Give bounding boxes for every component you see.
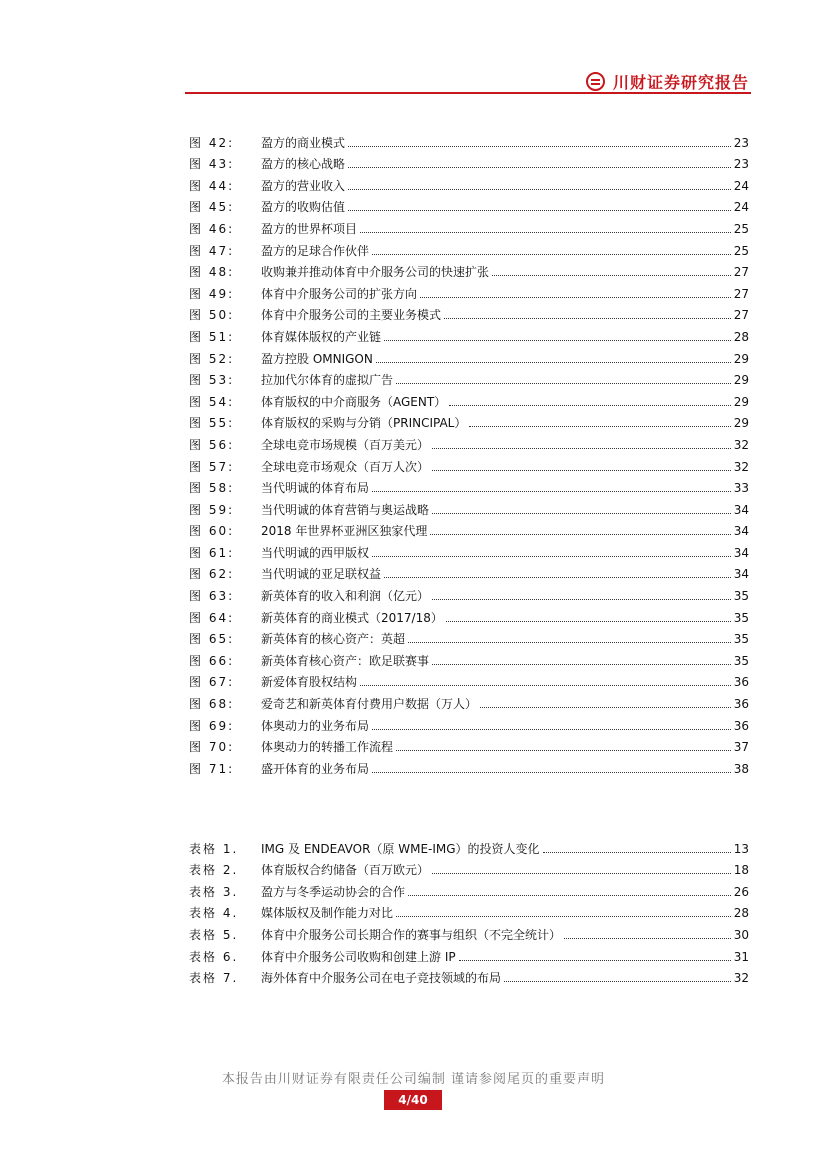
entry-title: 盈方控股 OMNIGON [261,351,373,366]
toc-entry[interactable] [189,834,749,856]
dot-leader [360,232,731,233]
entry-title: 盈方的营业收入 [261,178,346,193]
toc-entry[interactable] [189,877,749,899]
entry-title: 盈方的足球合作伙伴 [261,243,370,258]
entry-title: 体奥动力的业务布局 [261,718,370,733]
entry-title: 盈方的收购估值 [261,200,346,215]
toc-entry[interactable] [189,128,749,150]
dot-leader [432,873,731,874]
entry-page: 24 [733,178,749,193]
entry-page: 24 [733,200,749,215]
dot-leader [492,275,731,276]
toc-entry[interactable] [189,689,749,711]
dot-leader [432,599,731,600]
dot-leader [449,405,731,406]
entry-label: 图 69: [189,718,235,733]
entry-title: 体育中介服务公司的主要业务模式 [261,308,442,323]
entry-page: 30 [733,927,749,942]
dot-leader [384,577,731,578]
header-divider [185,92,751,94]
figure-toc [189,128,749,776]
entry-title: 海外体育中介服务公司在电子竞技领域的布局 [261,971,502,986]
entry-label: 图 49: [189,286,235,301]
entry-label: 表格 4. [189,906,239,921]
entry-title: 盈方的世界杯项目 [261,221,358,236]
entry-title: 体育版权的中介商服务（AGENT） [261,394,447,409]
entry-label: 图 71: [189,761,235,776]
entry-title: 全球电竞市场规模（百万美元） [261,437,430,452]
toc-entry[interactable] [189,150,749,172]
toc-entry[interactable] [189,430,749,452]
toc-entry[interactable] [189,279,749,301]
dot-leader [408,642,731,643]
dot-leader [469,426,730,427]
entry-label: 图 46: [189,221,235,236]
entry-page: 29 [733,416,749,431]
dot-leader [459,960,731,961]
report-header [586,70,749,93]
entry-label: 图 70: [189,740,235,755]
entry-title: 盈方的核心战略 [261,157,346,172]
company-logo-icon [586,72,605,91]
entry-title: 全球电竞市场观众（百万人次） [261,459,430,474]
entry-title: 新英体育的收入和利润（亿元） [261,589,430,604]
dot-leader [376,362,731,363]
entry-page: 29 [733,351,749,366]
toc-entry[interactable] [189,171,749,193]
dot-leader [384,340,731,341]
entry-label: 图 51: [189,329,235,344]
entry-title: 体育中介服务公司的扩张方向 [261,286,418,301]
entry-label: 图 42: [189,135,235,150]
toc-entry[interactable] [189,344,749,366]
entry-label: 图 47: [189,243,235,258]
toc-entry[interactable] [189,856,749,878]
toc-entry[interactable] [189,560,749,582]
toc-entry[interactable] [189,899,749,921]
entry-label: 图 45: [189,200,235,215]
toc-entry[interactable] [189,538,749,560]
toc-entry[interactable] [189,964,749,986]
toc-entry[interactable] [189,646,749,668]
entry-title: 盈方的商业模式 [261,135,346,150]
toc-entry[interactable] [189,301,749,323]
entry-label: 图 63: [189,589,235,604]
entry-page: 23 [733,157,749,172]
entry-label: 图 61: [189,545,235,560]
dot-leader [432,470,731,471]
entry-page: 29 [733,373,749,388]
entry-label: 图 58: [189,481,235,496]
dot-leader [480,707,731,708]
entry-title: 体育媒体版权的产业链 [261,329,382,344]
toc-entry[interactable] [189,711,749,733]
dot-leader [372,254,731,255]
entry-label: 图 57: [189,459,235,474]
entry-title: 新英体育的商业模式（2017/18） [261,610,443,625]
page-number: 4/40 [384,1090,442,1110]
entry-page: 32 [733,971,749,986]
toc-entry[interactable] [189,920,749,942]
toc-entry[interactable] [189,214,749,236]
toc-entry[interactable] [189,387,749,409]
entry-page: 35 [733,610,749,625]
entry-title: 当代明诚的体育布局 [261,481,370,496]
dot-leader [348,146,731,147]
entry-label: 表格 1. [189,841,239,856]
dot-leader [444,318,731,319]
dot-leader [348,189,731,190]
entry-page: 26 [733,884,749,899]
toc-entry[interactable] [189,517,749,539]
toc-entry[interactable] [189,625,749,647]
entry-page: 35 [733,632,749,647]
entry-label: 图 43: [189,157,235,172]
entry-page: 13 [733,841,749,856]
entry-label: 图 53: [189,373,235,388]
entry-title: 媒体版权及制作能力对比 [261,906,394,921]
entry-title: 新爱体育股权结构 [261,675,358,690]
entry-label: 图 66: [189,653,235,668]
table-toc [189,834,749,985]
entry-label: 图 52: [189,351,235,366]
toc-entry[interactable] [189,452,749,474]
entry-label: 图 62: [189,567,235,582]
dot-leader [432,664,731,665]
dot-leader [348,210,731,211]
dot-leader [348,167,731,168]
entry-label: 图 65: [189,632,235,647]
toc-entry[interactable] [189,668,749,690]
toc-entry[interactable] [189,193,749,215]
toc-entry[interactable] [189,258,749,280]
entry-label: 图 44: [189,178,235,193]
entry-page: 31 [733,949,749,964]
entry-page: 27 [733,265,749,280]
dot-leader [420,297,731,298]
entry-page: 36 [733,697,749,712]
entry-label: 图 55: [189,416,235,431]
entry-title: 新英体育的核心资产：英超 [261,632,406,647]
entry-title: 当代明诚的亚足联权益 [261,567,382,582]
entry-label: 图 54: [189,394,235,409]
entry-title: 当代明诚的体育营销与奥运战略 [261,502,430,517]
entry-label: 图 60: [189,524,235,539]
entry-label: 图 67: [189,675,235,690]
entry-title: 体育版权的采购与分销（PRINCIPAL） [261,416,467,431]
entry-label: 表格 3. [189,884,239,899]
entry-page: 36 [733,675,749,690]
dot-leader [446,621,731,622]
entry-label: 表格 6. [189,949,239,964]
toc-entry[interactable] [189,366,749,388]
entry-page: 32 [733,437,749,452]
brand-name: 川财证券研究报告 [612,73,749,92]
toc-entry[interactable] [189,236,749,258]
toc-entry[interactable] [189,942,749,964]
toc-entry[interactable] [189,581,749,603]
dot-leader [543,852,731,853]
entry-page: 27 [733,308,749,323]
entry-title: 新英体育核心资产：欧足联赛事 [261,653,430,668]
entry-title: 盈方与冬季运动协会的合作 [261,884,406,899]
entry-label: 图 48: [189,265,235,280]
entry-title: 爱奇艺和新英体育付费用户数据（万人） [261,697,478,712]
entry-page: 35 [733,589,749,604]
dot-leader [432,448,731,449]
entry-title: 体育中介服务公司收购和创建上游 IP [261,949,456,964]
entry-page: 23 [733,135,749,150]
entry-page: 18 [733,863,749,878]
dot-leader [396,750,731,751]
dot-leader [564,938,731,939]
dot-leader [408,895,731,896]
toc-entry[interactable] [189,495,749,517]
toc-entry[interactable] [189,733,749,755]
dot-leader [430,534,730,535]
entry-page: 28 [733,906,749,921]
dot-leader [360,685,731,686]
dot-leader [372,772,731,773]
entry-page: 28 [733,329,749,344]
toc-entry[interactable] [189,754,749,776]
entry-label: 表格 5. [189,927,239,942]
footer-disclaimer: 本报告由川财证券有限责任公司编制 谨请参阅尾页的重要声明 [221,1072,606,1087]
entry-title: 盛开体育的业务布局 [261,761,370,776]
entry-page: 32 [733,459,749,474]
dot-leader [432,513,731,514]
entry-title: 体奥动力的转播工作流程 [261,740,394,755]
entry-label: 图 56: [189,437,235,452]
dot-leader [372,556,731,557]
entry-page: 37 [733,740,749,755]
entry-page: 34 [733,545,749,560]
entry-title: 拉加代尔体育的虚拟广告 [261,373,394,388]
dot-leader [372,491,731,492]
dot-leader [396,383,731,384]
dot-leader [504,981,731,982]
entry-page: 36 [733,718,749,733]
toc-entry[interactable] [189,322,749,344]
entry-page: 27 [733,286,749,301]
entry-title: IMG 及 ENDEAVOR（原 WME-IMG）的投资人变化 [261,841,540,856]
entry-label: 图 64: [189,610,235,625]
entry-title: 体育中介服务公司长期合作的赛事与组织（不完全统计） [261,927,562,942]
toc-entry[interactable] [189,409,749,431]
entry-label: 表格 7. [189,971,239,986]
dot-leader [372,729,731,730]
entry-label: 图 68: [189,697,235,712]
entry-page: 29 [733,394,749,409]
entry-label: 表格 2. [189,863,239,878]
entry-page: 25 [733,243,749,258]
entry-title: 当代明诚的西甲版权 [261,545,370,560]
entry-title: 收购兼并推动体育中介服务公司的快速扩张 [261,265,490,280]
entry-page: 34 [733,567,749,582]
entry-page: 34 [733,502,749,517]
entry-page: 38 [733,761,749,776]
dot-leader [396,916,731,917]
entry-page: 35 [733,653,749,668]
entry-page: 33 [733,481,749,496]
entry-title: 2018 年世界杯亚洲区独家代理 [261,524,428,539]
entry-page: 25 [733,221,749,236]
toc-entry[interactable] [189,603,749,625]
entry-page: 34 [733,524,749,539]
entry-label: 图 50: [189,308,235,323]
entry-label: 图 59: [189,502,235,517]
entry-title: 体育版权合约储备（百万欧元） [261,863,430,878]
toc-entry[interactable] [189,474,749,496]
